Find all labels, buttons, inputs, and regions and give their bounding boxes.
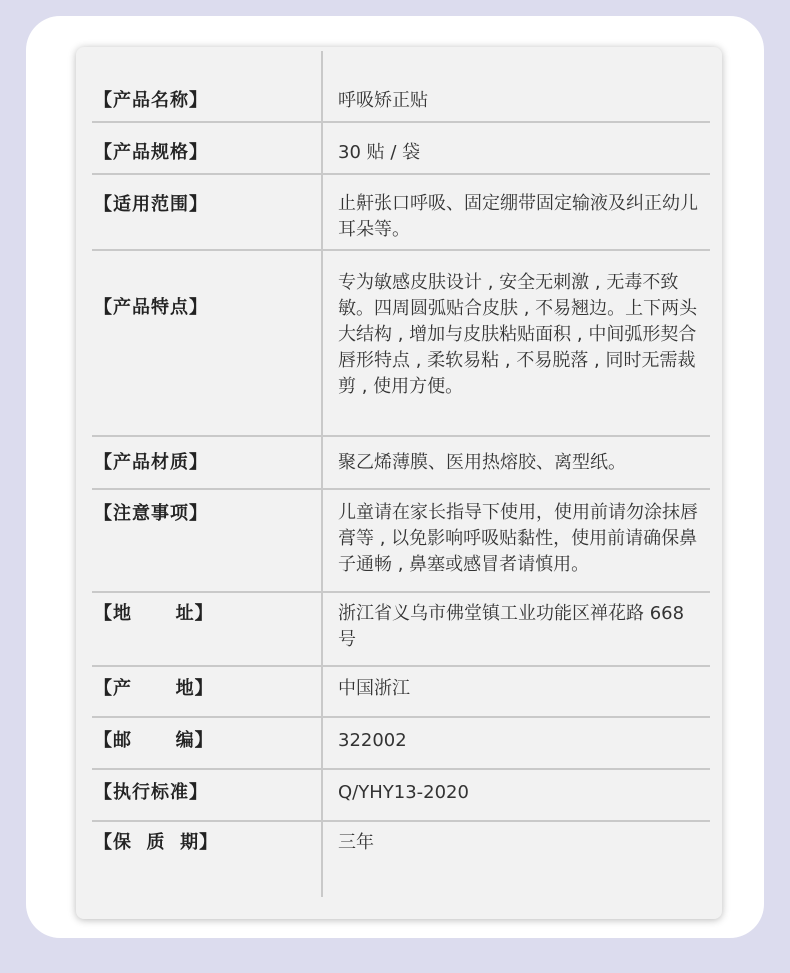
spec-label: 【产品特点】: [94, 297, 208, 318]
spec-value: 儿童请在家长指导下使用，使用前请勿涂抹唇膏等 , 以免影响呼吸贴黏性，使用前请确保鼻子通畅 , 鼻塞或感冒者请慎用。: [338, 502, 698, 575]
spec-value: 聚乙烯薄膜、医用热熔胶、离型纸。: [338, 452, 626, 473]
spec-value: 呼吸矫正贴: [338, 90, 428, 111]
spec-row-features: [92, 251, 710, 437]
spec-row-name: [92, 77, 710, 123]
spec-row-shelf-life: [92, 822, 710, 882]
spec-value: 浙江省义乌市佛堂镇工业功能区禅花路 668 号: [338, 603, 685, 650]
product-spec-card: [76, 47, 722, 919]
spec-label: 【产品材质】: [94, 452, 208, 473]
spec-value: 止鼾张口呼吸、固定绷带固定输液及纠正幼儿耳朵等。: [338, 193, 698, 240]
spec-label: 【地 址】: [94, 603, 214, 624]
spec-value: 30 贴 / 袋: [338, 142, 421, 163]
spec-value: 中国浙江: [338, 678, 410, 699]
spec-value: Q/YHY13-2020: [338, 782, 469, 803]
spec-label: 【注意事项】: [94, 503, 208, 524]
spec-label: 【保 质 期】: [94, 832, 219, 853]
spec-label: 【产品名称】: [94, 90, 208, 111]
spec-row-address: [92, 593, 710, 667]
spec-row-postcode: [92, 718, 710, 770]
spec-row-standard: [92, 770, 710, 822]
spec-label: 【产 地】: [94, 678, 214, 699]
spec-row-notes: [92, 490, 710, 593]
spec-row-size: [92, 123, 710, 175]
spec-row-material: [92, 437, 710, 490]
spec-row-usage: [92, 175, 710, 251]
spec-label: 【适用范围】: [94, 194, 208, 215]
spec-label: 【产品规格】: [94, 142, 208, 163]
spec-value: 专为敏感皮肤设计 , 安全无刺激 , 无毒不致敏。四周圆弧贴合皮肤 , 不易翘边。上下两头大结构 , 增加与皮肤粘贴面积 , 中间弧形契合唇形特点 , 柔软易粘 , 不易脱落 , 同时无需裁剪 , 使用方便。: [338, 272, 698, 397]
spec-value: 322002: [338, 730, 407, 751]
spec-row-origin: [92, 667, 710, 718]
spec-label: 【邮 编】: [94, 730, 214, 751]
spec-label: 【执行标准】: [94, 782, 208, 803]
spec-value: 三年: [338, 832, 374, 853]
